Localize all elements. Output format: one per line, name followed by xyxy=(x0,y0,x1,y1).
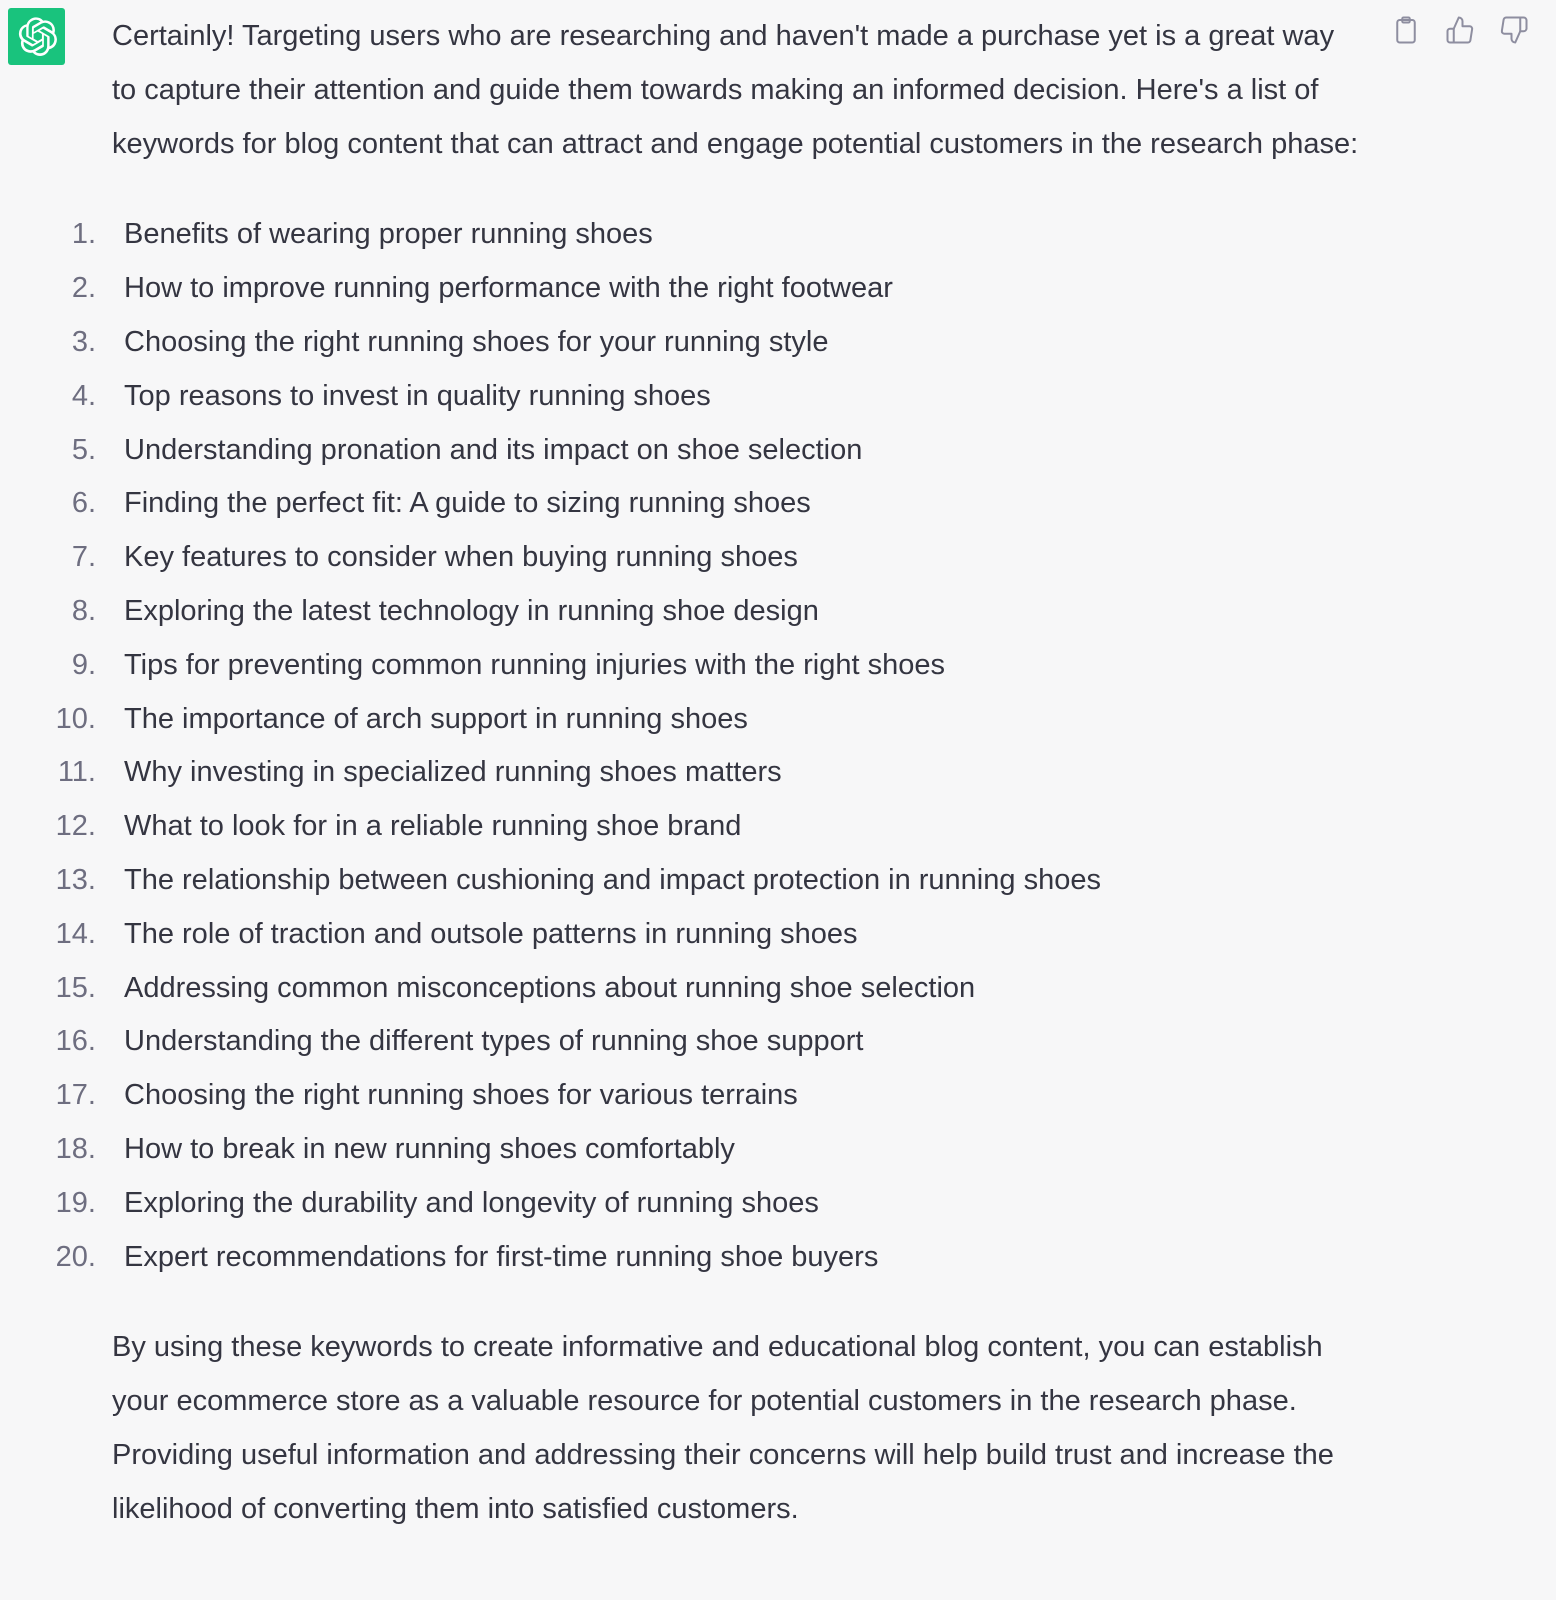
list-item xyxy=(55,1177,1362,1231)
openai-logo-icon xyxy=(16,16,58,58)
list-item-number: 10. xyxy=(55,702,96,735)
list-item xyxy=(71,477,1362,531)
list-item xyxy=(55,962,1362,1016)
list-item-text: The relationship between cushioning and impact protection in running shoes xyxy=(124,863,1101,896)
outro-paragraph: By using these keywords to create informative and educational blog content, you can establish your ecommerce store as a valuable resource for potential customers in the research phase. Providing useful information and addressing their concerns will help build trust and increase the likelihood of converting them into satisfied customers. xyxy=(112,1331,1334,1525)
list-item xyxy=(55,1123,1362,1177)
list-item-text: Choosing the right running shoes for your running style xyxy=(124,325,829,358)
list-item-number: 18. xyxy=(55,1132,96,1165)
clipboard-icon xyxy=(1391,15,1421,45)
list-item-number: 8. xyxy=(71,594,96,627)
list-item-text: The role of traction and outsole patterns in running shoes xyxy=(124,917,858,950)
thumbs-up-button[interactable] xyxy=(1444,14,1476,46)
list-item xyxy=(71,208,1362,262)
message-actions xyxy=(1390,14,1530,46)
list-item-text: Addressing common misconceptions about running shoe selection xyxy=(124,971,976,1004)
list-item xyxy=(71,639,1362,693)
thumbs-up-icon xyxy=(1445,15,1475,45)
list-item-text: How to break in new running shoes comfortably xyxy=(124,1132,735,1165)
list-item-number: 3. xyxy=(71,325,96,358)
list-item xyxy=(71,531,1362,585)
list-item xyxy=(55,1231,1362,1285)
list-item-text: Why investing in specialized running shoes matters xyxy=(124,756,782,789)
message-intro xyxy=(112,10,1362,171)
list-item xyxy=(55,693,1362,747)
message-outro xyxy=(112,1321,1362,1536)
list-item-number: 13. xyxy=(55,863,96,896)
list-item-text: Exploring the durability and longevity of running shoes xyxy=(124,1186,819,1219)
list-item xyxy=(55,1069,1362,1123)
intro-paragraph: Certainly! Targeting users who are researching and haven't made a purchase yet is a great way to capture their attention and guide them towards making an informed decision. Here's a list of keywords for blog content that can attract and engage potential customers in the research phase: xyxy=(112,20,1359,160)
list-item-number: 1. xyxy=(71,218,96,251)
list-item-number: 11. xyxy=(57,756,96,789)
list-item-number: 7. xyxy=(71,541,96,574)
thumbs-down-button[interactable] xyxy=(1498,14,1530,46)
list-item-text: Key features to consider when buying running shoes xyxy=(124,541,798,574)
list-item xyxy=(57,746,1362,800)
list-item-text: Choosing the right running shoes for various terrains xyxy=(124,1079,798,1112)
list-item xyxy=(55,908,1362,962)
list-item-number: 5. xyxy=(71,433,96,466)
list-item-text: Top reasons to invest in quality running shoes xyxy=(124,379,711,412)
list-item xyxy=(55,1015,1362,1069)
list-item-text: What to look for in a reliable running shoe brand xyxy=(124,810,742,843)
list-item-number: 12. xyxy=(55,810,96,843)
list-item-number: 9. xyxy=(71,648,96,681)
list-item-text: Expert recommendations for first-time running shoe buyers xyxy=(124,1240,879,1273)
list-item xyxy=(55,854,1362,908)
list-item-text: Finding the perfect fit: A guide to sizing running shoes xyxy=(124,487,811,520)
list-item-number: 16. xyxy=(55,1025,96,1058)
list-item-number: 6. xyxy=(71,487,96,520)
copy-button[interactable] xyxy=(1390,14,1422,46)
list-item-text: Understanding pronation and its impact on shoe selection xyxy=(124,433,863,466)
list-item xyxy=(71,262,1362,316)
assistant-avatar xyxy=(8,8,65,65)
list-item-number: 19. xyxy=(55,1186,96,1219)
list-item xyxy=(71,370,1362,424)
list-item-number: 4. xyxy=(71,379,96,412)
list-item-text: Tips for preventing common running injuries with the right shoes xyxy=(124,648,945,681)
list-item xyxy=(55,800,1362,854)
keyword-list xyxy=(55,208,1362,1284)
list-item xyxy=(71,316,1362,370)
list-item-number: 2. xyxy=(71,272,96,305)
assistant-message xyxy=(55,10,1362,1537)
list-item-number: 20. xyxy=(55,1240,96,1273)
list-item xyxy=(71,585,1362,639)
thumbs-down-icon xyxy=(1499,15,1529,45)
list-item-number: 15. xyxy=(55,971,96,1004)
list-item-text: Benefits of wearing proper running shoes xyxy=(124,218,653,251)
list-item-text: Exploring the latest technology in running shoe design xyxy=(124,594,819,627)
list-item-text: Understanding the different types of running shoe support xyxy=(124,1025,864,1058)
list-item xyxy=(71,424,1362,478)
list-item-text: How to improve running performance with the right footwear xyxy=(124,272,893,305)
list-item-number: 14. xyxy=(55,917,96,950)
list-item-text: The importance of arch support in running shoes xyxy=(124,702,748,735)
list-item-number: 17. xyxy=(55,1079,96,1112)
